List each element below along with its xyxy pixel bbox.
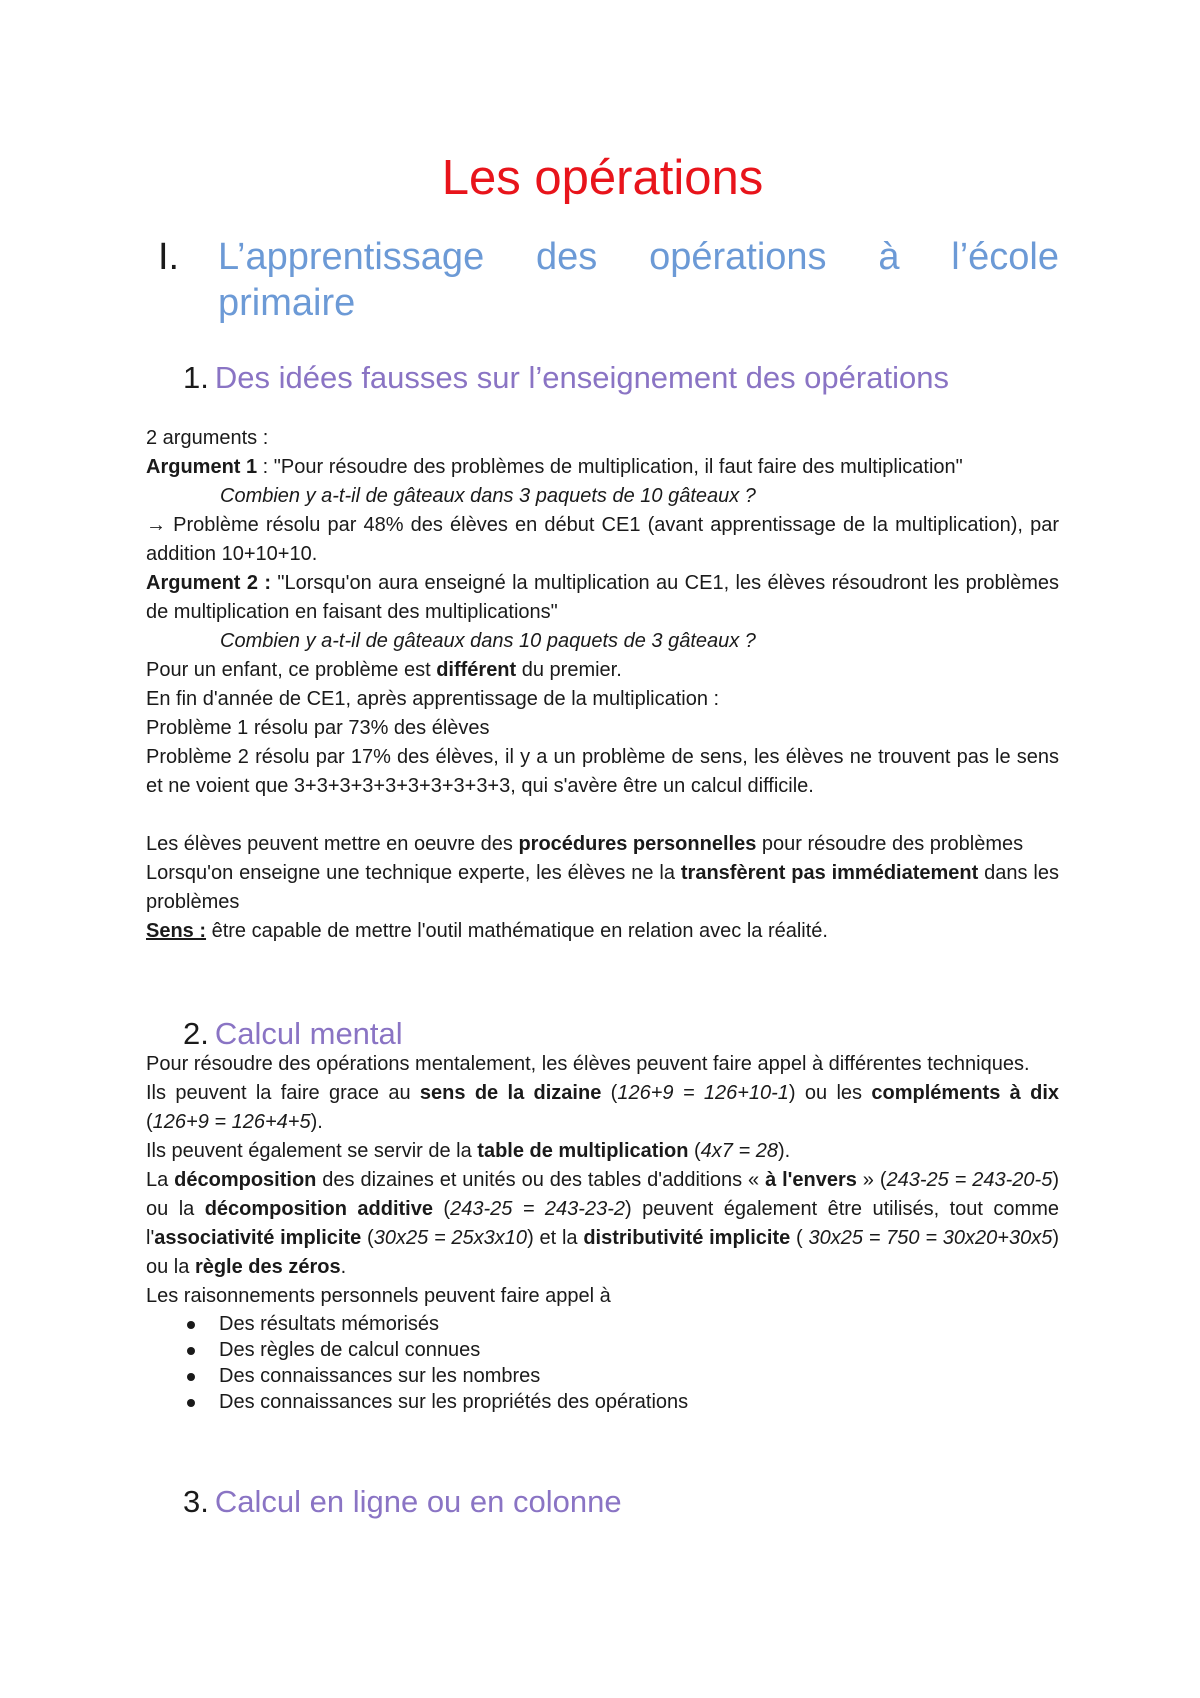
example-span: 30x25 = 25x3x10 [373,1227,528,1249]
arguments-intro: 2 arguments : [146,427,269,449]
text-span: La [146,1169,175,1191]
text-span: ) ou la [146,1227,1060,1278]
list-item-text: Des connaissances sur les nombres [219,1365,541,1387]
mental-table [146,1137,1059,1166]
text-span: Lorsqu'on enseigne une technique experte, les élèves ne la [146,862,681,884]
example-span: 243-25 = 243-23-2 [450,1198,625,1220]
list-item [146,1389,1059,1415]
argument-2-text: "Lorsqu'on aura enseigné la multiplication au CE1, les élèves résoudront les problèmes de multiplication en faisant des multiplications" [146,572,1060,623]
bullet-icon [187,1321,195,1329]
sens-label: Sens : [146,920,207,942]
text-span: ) et la [527,1227,584,1249]
text-span: ( [361,1227,374,1249]
mental-dizaine [146,1079,1059,1137]
subsection-title: Calcul mental [214,1016,403,1051]
example-span: 243-25 = 243-20-5 [886,1169,1053,1191]
subsection-heading-1 [183,359,949,397]
question-2: Combien y a-t-il de gâteaux dans 10 paquets de 3 gâteaux ? [220,630,756,652]
bold-span: différent [436,659,517,681]
bold-span: compléments à dix [871,1082,1059,1104]
expert-technique [146,859,1059,917]
bold-span: décomposition [174,1169,317,1191]
argument-1 [146,453,1059,482]
text-span: ). [777,1140,791,1162]
problem-2-result: Problème 2 résolu par 17% des élèves, il y a un problème de sens, les élèves ne trouvent pas le sens et ne voient que 3+3+3+3+3+3+3+3+3+3, qui s'avère être un calcul difficile. [146,746,1059,797]
mental-intro: Pour résoudre des opérations mentalement, les élèves peuvent faire appel à différentes techniques. [146,1053,1030,1075]
bold-span: distributivité implicite [583,1227,791,1249]
personal-procedures [146,830,1059,859]
section-title-line1: L’apprentissage des opérations à l’école [218,236,1059,278]
subsection-title: Des idées fausses sur l’enseignement des opérations [214,360,949,395]
text-span: ). [310,1111,323,1133]
subsection-number: 2. [183,1016,209,1051]
bold-span: décomposition additive [204,1198,433,1220]
text-span: pour résoudre des problèmes [756,833,1024,855]
subsection-heading-3 [183,1483,622,1521]
text-span: dans les problèmes [146,862,1059,913]
subsection-2-body [146,1050,1059,1415]
text-span: ( [146,1111,153,1133]
subsection-number: 1. [183,360,209,395]
argument-1-text: : "Pour résoudre des problèmes de multiplication, il faut faire des multiplication" [257,456,963,478]
text-span: ) peuvent également être utilisés, tout comme l' [146,1198,1059,1249]
blank-line [146,801,1059,830]
list-item [146,1363,1059,1389]
text-span: . [340,1256,347,1278]
list-item-text: Des connaissances sur les propriétés des opérations [219,1391,689,1413]
section-heading-1 [158,234,1059,326]
bold-span: associativité implicite [154,1227,362,1249]
argument-2-label: Argument 2 : [146,572,272,594]
different-line [146,656,1059,685]
subsection-heading-2 [183,1015,403,1053]
page-title: Les opérations [441,151,764,205]
bullet-icon [187,1399,195,1407]
bold-span: table de multiplication [477,1140,689,1162]
list-item-text: Des règles de calcul connues [219,1339,481,1361]
bullet-icon [187,1373,195,1381]
subsection-number: 3. [183,1484,209,1519]
sens-text: être capable de mettre l'outil mathématique en relation avec la réalité. [206,920,828,942]
text-span: Ils peuvent la faire grace au [146,1082,420,1104]
problem-1-result: Problème 1 résolu par 73% des élèves [146,717,490,739]
text-span: ( [688,1140,701,1162]
list-item [146,1311,1059,1337]
text-span: ( [601,1082,618,1104]
reasoning-list [146,1311,1059,1415]
example-span: 30x25 = 750 = 30x20+30x5 [808,1227,1053,1249]
text-span: ) ou la [146,1169,1059,1220]
sens-definition [146,917,1059,946]
text-span: ( [790,1227,809,1249]
end-year-line: En fin d'année de CE1, après apprentissage de la multiplication : [146,688,720,710]
question-1: Combien y a-t-il de gâteaux dans 3 paquets de 10 gâteaux ? [220,485,756,507]
subsection-title: Calcul en ligne ou en colonne [214,1484,622,1519]
bold-span: sens de la dizaine [419,1082,602,1104]
bold-span: procédures personnelles [518,833,757,855]
mental-decomposition [146,1166,1059,1282]
text-span: Ils peuvent également se servir de la [146,1140,478,1162]
subsection-1-body [146,424,1059,946]
text-span: Les élèves peuvent mettre en oeuvre des [146,833,519,855]
example-span: 4x7 = 28 [700,1140,778,1162]
bullet-icon [187,1347,195,1355]
section-title-line2: primaire [218,282,356,324]
bold-span: à l'envers [765,1169,857,1191]
text-span: ) ou les [788,1082,872,1104]
text-span: ( [432,1198,451,1220]
text-span: Pour un enfant, ce problème est [146,659,437,681]
text-span: » ( [856,1169,887,1191]
text-span: des dizaines et unités ou des tables d'additions « [316,1169,766,1191]
argument-2 [146,569,1059,627]
example-span: 126+9 = 126+4+5 [152,1111,311,1133]
section-number: I. [158,236,180,278]
argument-1-label: Argument 1 [146,456,258,478]
list-item-text: Des résultats mémorisés [219,1313,440,1335]
reasoning-intro: Les raisonnements personnels peuvent faire appel à [146,1285,611,1307]
bold-span: transfèrent pas immédiatement [680,862,979,884]
bold-span: règle des zéros [194,1256,341,1278]
result-1: → Problème résolu par 48% des élèves en début CE1 (avant apprentissage de la multiplication), par addition 10+10+10. [146,514,1059,565]
example-span: 126+9 = 126+10-1 [617,1082,789,1104]
list-item [146,1337,1059,1363]
text-span: du premier. [516,659,622,681]
